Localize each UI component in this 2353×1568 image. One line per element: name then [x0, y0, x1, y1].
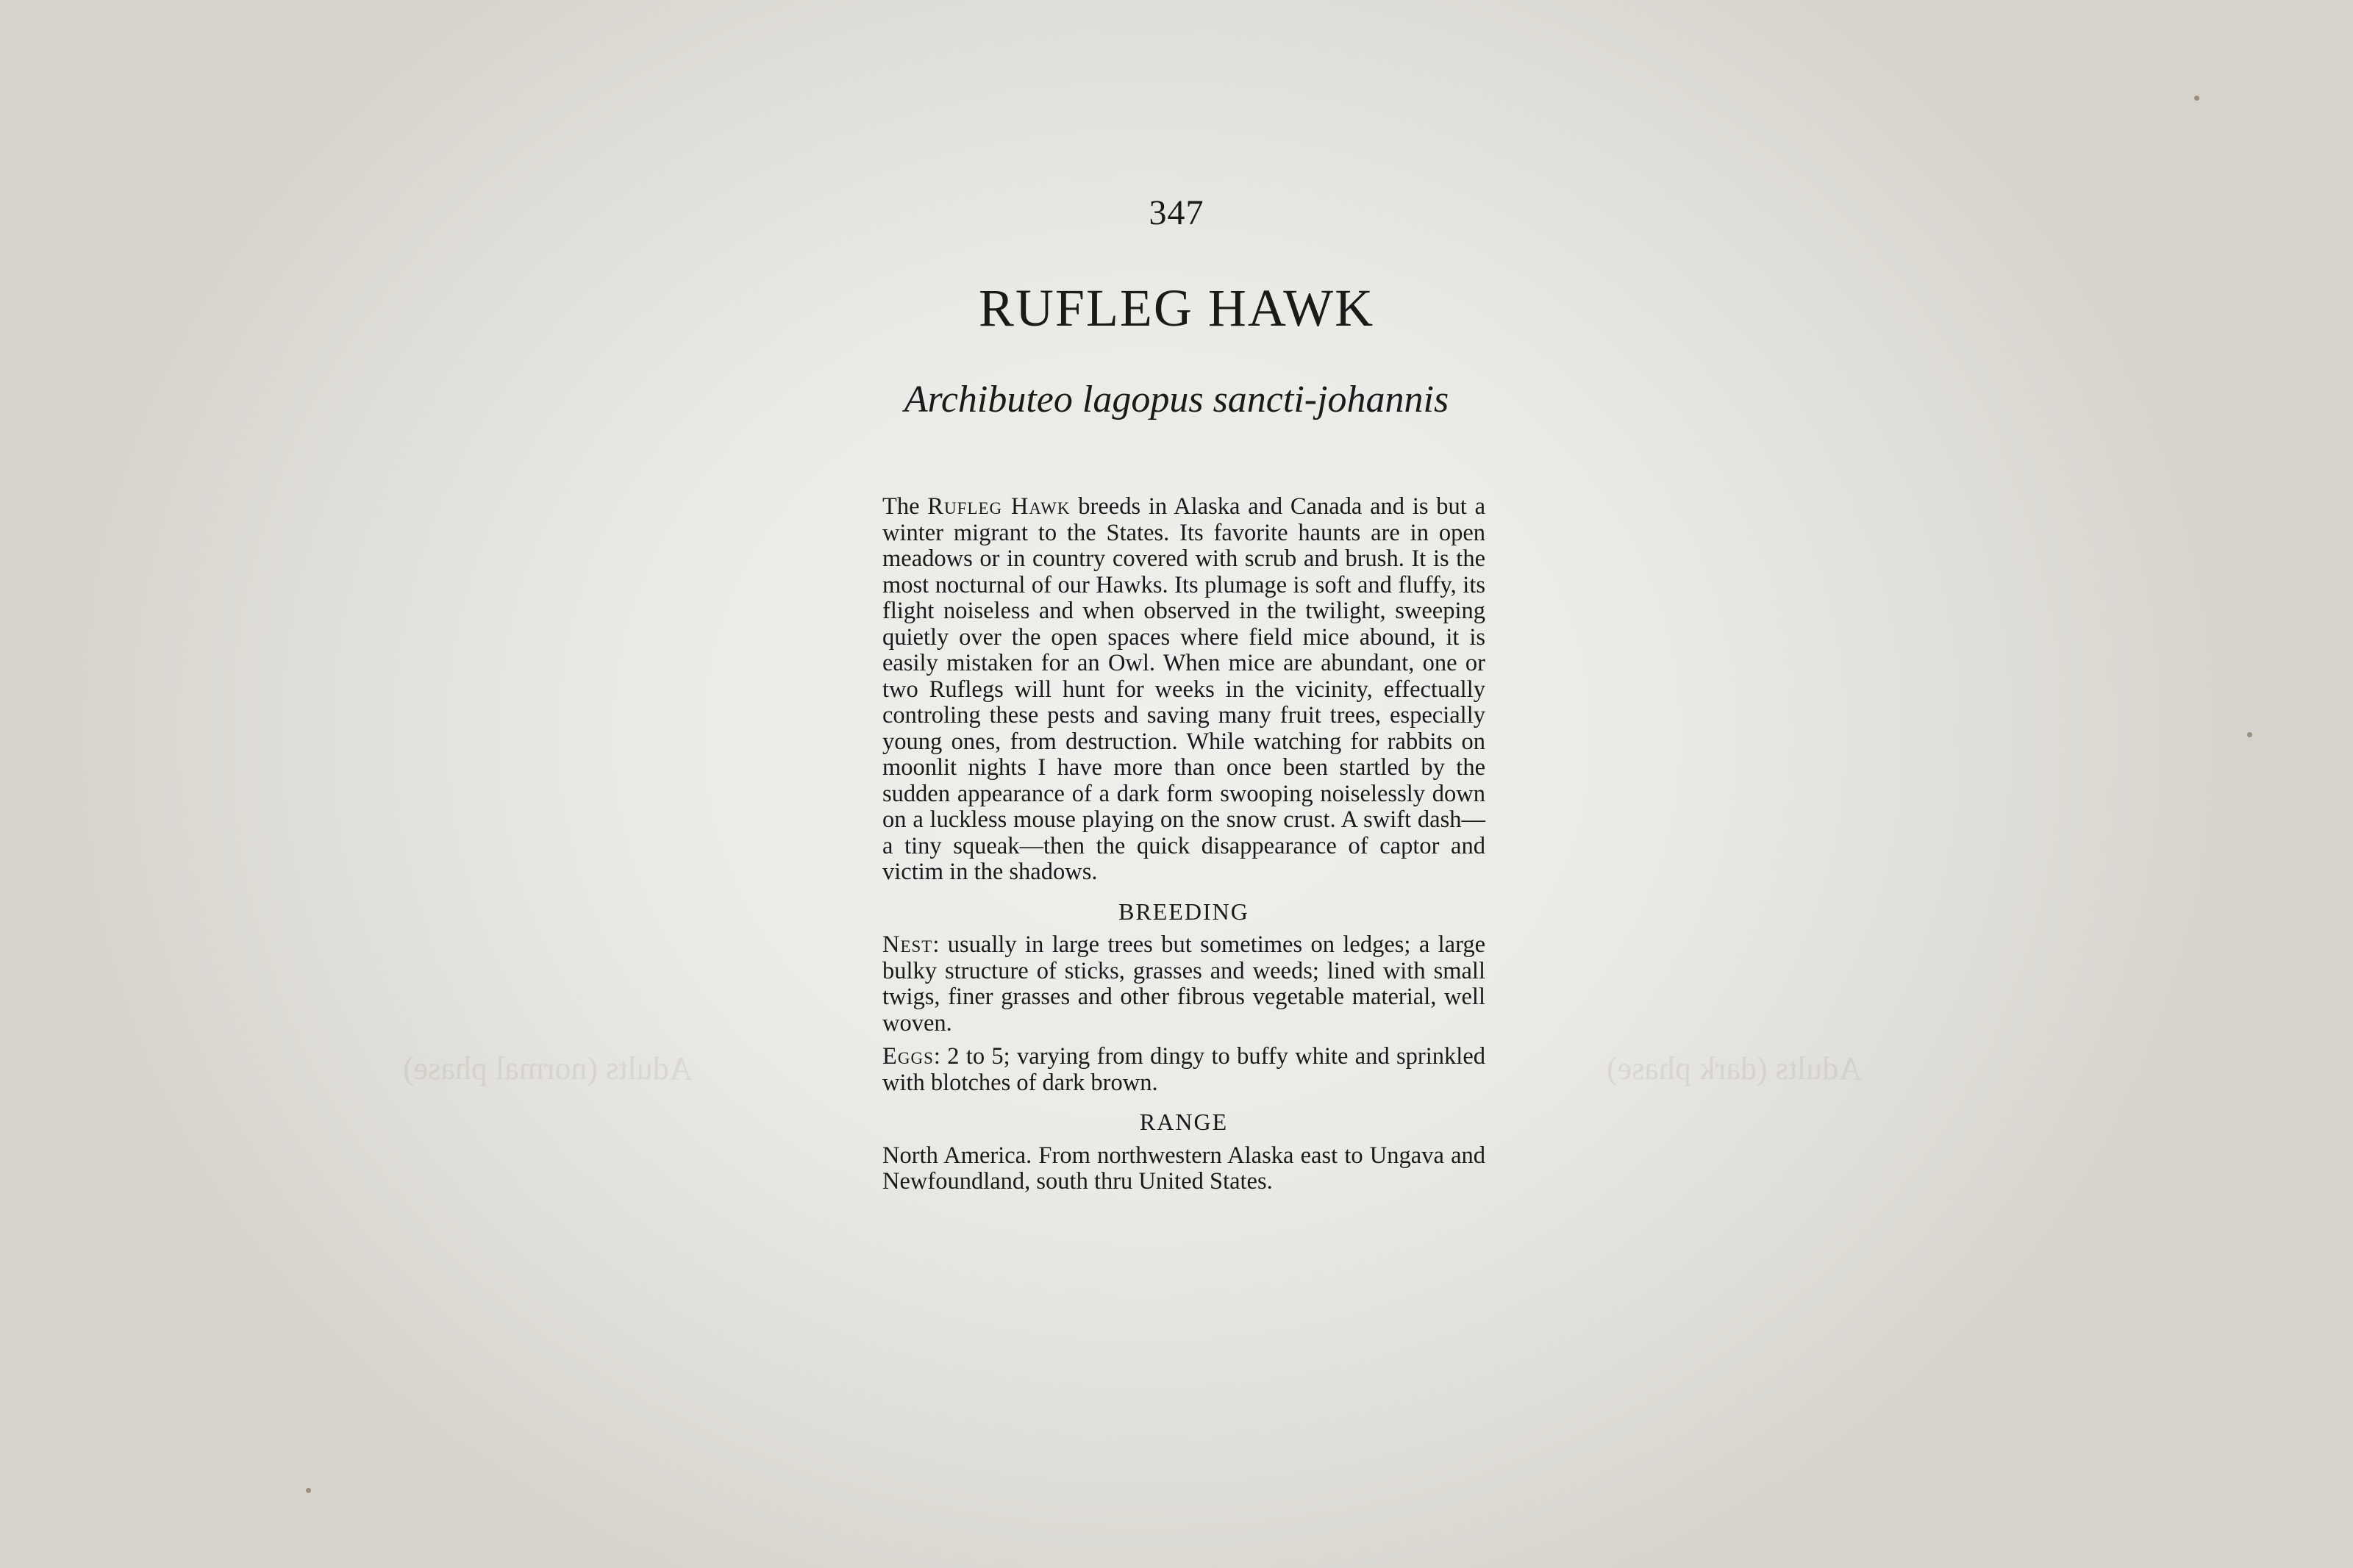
paper-speck: [2194, 96, 2199, 101]
nest-text: : usually in large trees but sometimes on ledges; a large bulky structure of sticks, grasses and weeds; lined with small twigs, finer grasses and other fibrous vegetable material, well woven.: [882, 931, 1485, 1037]
article-body: [882, 494, 1485, 1195]
range-heading: RANGE: [1139, 1109, 1229, 1135]
show-through-text-left: Adults (normal phase): [403, 1050, 693, 1086]
paper-speck: [2247, 732, 2252, 737]
intro-paragraph: [882, 494, 1485, 886]
eggs-label: Eggs: [882, 1043, 934, 1070]
intro-lead-word: The: [882, 493, 920, 520]
nest-paragraph: [882, 932, 1485, 1037]
eggs-paragraph: [882, 1044, 1485, 1096]
show-through-text-right: Adults (dark phase): [1607, 1050, 1863, 1086]
scientific-name: Archibuteo lagopus sancti-johannis: [904, 379, 1449, 420]
species-name: Rufleg Hawk: [927, 493, 1071, 520]
intro-text: breeds in Alaska and Canada and is but a winter migrant to the States. Its favorite haunts are in open meadows or in country covered with scrub and brush. It is the most nocturnal of our Hawks. Its plumage is soft and fluffy, its flight noiseless and when observed in the twilight, sweeping quietly over the open spaces where field mice abound, it is easily mistaken for an Owl. When mice are abundant, one or two Ruflegs will hunt for weeks in the vicinity, effectually controling these pests and saving many fruit trees, especially young ones, from destruction. While watching for rabbits on moonlit nights I have more than once been startled by the sudden appearance of a dark form swooping noiselessly down on a luckless mouse playing on the snow crust. A swift dash—a tiny squeak—then the quick disappearance of captor and victim in the shadows.: [882, 493, 1486, 885]
page-number: 347: [1149, 193, 1204, 232]
nest-label: Nest: [882, 931, 933, 958]
eggs-text: : 2 to 5; varying from dingy to buffy white and sprinkled with blotches of dark brown.: [882, 1043, 1485, 1096]
page-title: RUFLEG HAWK: [978, 279, 1375, 337]
breeding-heading: BREEDING: [1118, 898, 1249, 925]
range-paragraph: North America. From northwestern Alaska east to Ungava and Newfoundland, south thru United States.: [882, 1142, 1485, 1195]
paper-speck: [306, 1488, 311, 1493]
